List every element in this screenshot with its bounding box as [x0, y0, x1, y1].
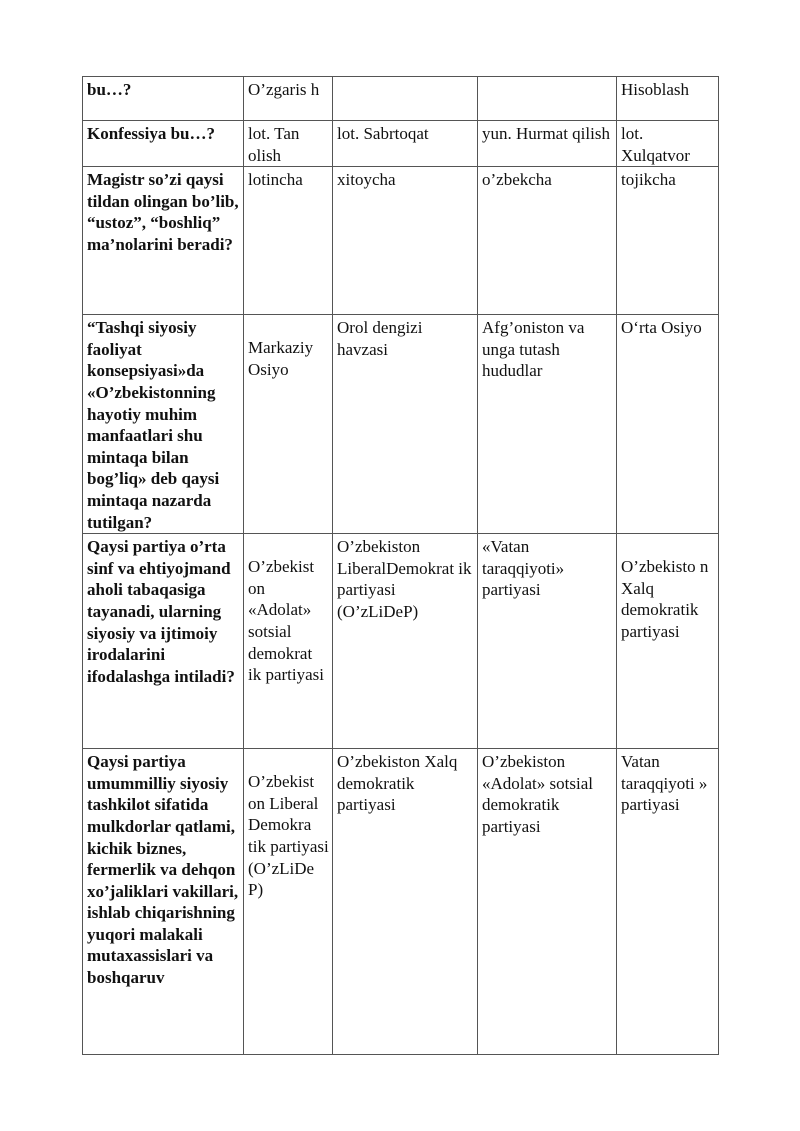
question-text: Qaysi partiya umummilliy siyosiy tashkilot sifatida mulkdorlar qatlami, kichik biznes, fermerlik va dehqon xo’jaliklari vakillari, ishlab chiqarishning yuqori malakali mutaxassislari va boshqaruv — [87, 752, 239, 988]
option-a-cell: O’zbekist on Liberal Demokra tik partiyasi (O’zLiDe P) — [244, 749, 333, 1055]
option-b-cell — [333, 77, 478, 121]
question-cell — [83, 749, 244, 1055]
question-cell: “Tashqi siyosiy faoliyat konsepsiyasi»da «O’zbekistonning hayotiy muhim manfaatlari shu mintaqa bilan bog’liq» deb qaysi mintaqa nazarda tutilgan? — [83, 315, 244, 534]
option-b-cell: O’zbekiston LiberalDemokrat ik partiyasi (O’zLiDeP) — [333, 534, 478, 749]
option-a-cell: lotincha — [244, 167, 333, 315]
option-d-cell: lot. Xulqatvor — [617, 121, 719, 167]
option-c-cell: yun. Hurmat qilish — [478, 121, 617, 167]
option-c-cell — [478, 77, 617, 121]
table-row — [83, 77, 719, 121]
option-d-cell: tojikcha — [617, 167, 719, 315]
option-c-cell: Afg’oniston va unga tutash hududlar — [478, 315, 617, 534]
question-cell: bu…? — [83, 77, 244, 121]
table-row — [83, 749, 719, 1055]
table-row — [83, 315, 719, 534]
table-row — [83, 534, 719, 749]
question-cell: Qaysi partiya o’rta sinf va ehtiyojmand aholi tabaqasiga tayanadi, ularning siyosiy va ijtimoiy irodalarini ifodalashga intiladi? — [83, 534, 244, 749]
option-b-cell: Orol dengizi havzasi — [333, 315, 478, 534]
option-c-cell: O’zbekiston «Adolat» sotsial demokratik partiyasi — [478, 749, 617, 1055]
option-b-cell: xitoycha — [333, 167, 478, 315]
option-d-cell: O‘rta Osiyo — [617, 315, 719, 534]
option-b-cell: lot. Sabrtoqat — [333, 121, 478, 167]
question-cell: Magistr so’zi qaysi tildan olingan bo’lib, “ustoz”, “boshliq” ma’nolarini beradi? — [83, 167, 244, 315]
table-row — [83, 167, 719, 315]
option-d-cell: Hisoblash — [617, 77, 719, 121]
option-a-cell: lot. Tan olish — [244, 121, 333, 167]
option-c-cell: «Vatan taraqqiyoti» partiyasi — [478, 534, 617, 749]
table-row — [83, 121, 719, 167]
option-d-cell: O’zbekisto n Xalq demokratik partiyasi — [617, 534, 719, 749]
option-a-cell: Markaziy Osiyo — [244, 315, 333, 534]
quiz-table — [82, 76, 719, 1055]
option-b-cell: O’zbekiston Xalq demokratik partiyasi — [333, 749, 478, 1055]
question-cell: Konfessiya bu…? — [83, 121, 244, 167]
option-a-cell: O’zbekist on «Adolat» sotsial demokrat ik partiyasi — [244, 534, 333, 749]
option-c-cell: o’zbekcha — [478, 167, 617, 315]
option-d-cell: Vatan taraqqiyoti » partiyasi — [617, 749, 719, 1055]
option-a-cell: O’zgaris h — [244, 77, 333, 121]
